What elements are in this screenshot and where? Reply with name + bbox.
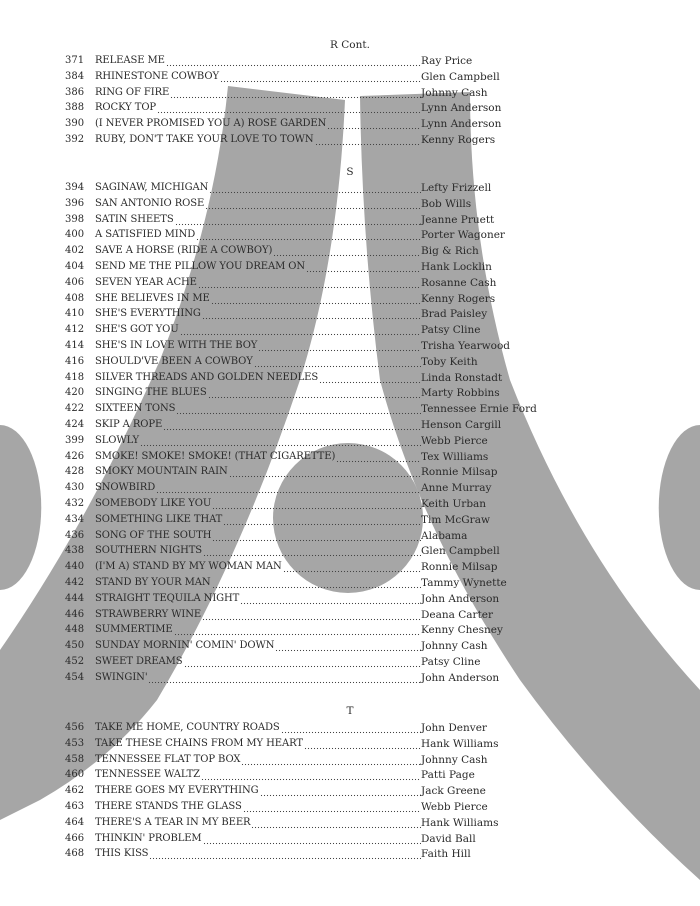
dot-leader — [180, 322, 421, 338]
song-entry — [65, 846, 565, 862]
song-number: 453 — [65, 737, 85, 749]
song-number: 400 — [65, 229, 85, 241]
song-title: SEVEN YEAR ACHE — [95, 276, 197, 288]
dot-leader — [223, 512, 421, 528]
song-number: 430 — [65, 482, 85, 494]
title-leader — [95, 622, 421, 638]
dot-leader — [174, 622, 421, 638]
song-title: SHOULD'VE BEEN A COWBOY — [95, 355, 253, 367]
song-entry — [65, 243, 565, 259]
song-number: 408 — [65, 292, 85, 304]
title-leader — [95, 132, 421, 148]
watermark-left-half-circle — [0, 425, 41, 590]
song-entry — [65, 180, 565, 196]
dot-leader — [203, 543, 421, 559]
title-leader — [95, 275, 421, 291]
title-leader — [95, 370, 421, 386]
song-title: SKIP A ROPE — [95, 419, 163, 430]
song-number: 438 — [65, 545, 85, 557]
song-title: RING OF FIRE — [95, 86, 170, 98]
song-number: 398 — [65, 213, 85, 225]
song-title: SATIN SHEETS — [95, 213, 174, 225]
song-title: SWINGIN' — [95, 671, 148, 683]
dot-leader — [243, 799, 421, 815]
title-leader — [95, 417, 421, 433]
dot-leader — [198, 275, 421, 291]
title-leader — [95, 559, 421, 575]
dot-leader — [241, 752, 421, 768]
song-artist: Webb Pierce — [421, 801, 488, 813]
song-artist: Faith Hill — [421, 848, 471, 861]
title-leader — [95, 306, 421, 322]
song-artist: Hank Williams — [421, 816, 499, 829]
song-entry — [65, 417, 565, 433]
song-number: 371 — [65, 55, 85, 66]
song-entry — [65, 799, 565, 815]
song-title: SLOWLY — [95, 434, 139, 446]
song-artist: Patsy Cline — [421, 656, 481, 668]
title-leader — [95, 720, 421, 736]
title-leader — [95, 670, 421, 686]
title-leader — [95, 196, 421, 212]
song-artist: Glen Campbell — [421, 545, 500, 558]
dot-leader — [196, 227, 421, 243]
song-artist: Linda Ronstadt — [421, 371, 503, 384]
dot-leader — [208, 385, 421, 401]
title-leader — [95, 831, 421, 847]
song-number: 468 — [65, 848, 85, 860]
song-artist: Tex Williams — [421, 450, 489, 463]
dot-leader — [205, 196, 421, 212]
dot-leader — [156, 480, 421, 496]
song-entry — [65, 528, 565, 544]
song-title: SAVE A HORSE (RIDE A COWBOY) — [95, 245, 273, 257]
song-entry — [65, 53, 565, 69]
song-entry — [65, 370, 565, 386]
title-leader — [95, 100, 421, 116]
section-heading: T — [346, 705, 354, 717]
song-number: 418 — [65, 371, 85, 383]
title-leader — [95, 575, 421, 591]
song-entry — [65, 132, 565, 148]
song-entry — [65, 385, 565, 401]
song-number: 384 — [65, 70, 85, 82]
song-entry — [65, 654, 565, 670]
song-entry — [65, 480, 565, 496]
song-artist: John Anderson — [421, 592, 500, 605]
song-title: RUBY, DON'T TAKE YOUR LOVE TO TOWN — [95, 134, 314, 145]
dot-leader — [260, 783, 421, 799]
song-title: RELEASE ME — [95, 55, 165, 66]
song-number: 388 — [65, 102, 85, 114]
title-leader — [95, 591, 421, 607]
song-title: THERE STANDS THE GLASS — [95, 801, 242, 812]
dot-leader — [148, 670, 421, 686]
title-leader — [95, 338, 421, 354]
dot-leader — [202, 306, 421, 322]
dot-leader — [275, 638, 421, 654]
song-entry — [65, 670, 565, 686]
song-number: 424 — [65, 419, 85, 430]
song-title: SHE'S IN LOVE WITH THE BOY — [95, 340, 258, 351]
song-artist: Brad Paisley — [421, 308, 488, 321]
song-title: STRAIGHT TEQUILA NIGHT — [95, 592, 240, 604]
title-leader — [95, 85, 421, 101]
dot-leader — [166, 53, 421, 69]
title-leader — [95, 638, 421, 654]
song-title: STRAWBERRY WINE — [95, 608, 202, 620]
song-number: 386 — [65, 86, 85, 98]
song-entry — [65, 591, 565, 607]
song-entry — [65, 815, 565, 831]
song-artist: Henson Cargill — [421, 419, 502, 431]
song-artist: John Anderson — [421, 671, 500, 684]
title-leader — [95, 815, 421, 831]
song-number: 436 — [65, 529, 85, 541]
dot-leader — [258, 338, 421, 354]
title-leader — [95, 69, 421, 85]
song-entry — [65, 433, 565, 449]
song-title: SILVER THREADS AND GOLDEN NEEDLES — [95, 371, 319, 383]
title-leader — [95, 783, 421, 799]
song-number: 458 — [65, 753, 85, 765]
title-leader — [95, 607, 421, 623]
song-entry — [65, 227, 565, 243]
song-title: TAKE ME HOME, COUNTRY ROADS — [95, 722, 280, 733]
song-number: 463 — [65, 801, 85, 812]
song-artist: Jeanne Pruett — [421, 213, 495, 226]
song-number: 466 — [65, 832, 85, 844]
dot-leader — [212, 528, 421, 544]
title-leader — [95, 480, 421, 496]
song-title: THERE GOES MY EVERYTHING — [95, 785, 259, 797]
song-title: SUNDAY MORNIN' COMIN' DOWN — [95, 640, 275, 652]
song-artist: Bob Wills — [421, 197, 472, 210]
song-title: SHE'S EVERYTHING — [95, 308, 201, 320]
song-artist: Tim McGraw — [421, 513, 490, 526]
song-artist: Tammy Wynette — [421, 577, 507, 589]
song-title: SEND ME THE PILLOW YOU DREAM ON — [95, 261, 306, 272]
song-number: 442 — [65, 577, 85, 588]
title-leader — [95, 449, 421, 465]
song-entry — [65, 275, 565, 291]
song-artist: Ronnie Milsap — [421, 466, 498, 479]
song-entry — [65, 622, 565, 638]
song-entry — [65, 306, 565, 322]
song-title: SWEET DREAMS — [95, 656, 183, 667]
song-entry — [65, 322, 565, 338]
dot-leader — [304, 736, 421, 752]
song-title: THIS KISS — [95, 848, 149, 860]
song-artist: Ray Price — [421, 55, 473, 67]
song-title: (I'M A) STAND BY MY WOMAN MAN — [95, 561, 282, 573]
song-entry — [65, 575, 565, 591]
song-number: 402 — [65, 245, 85, 257]
title-leader — [95, 243, 421, 259]
song-number: 390 — [65, 118, 85, 130]
song-number: 434 — [65, 513, 85, 525]
song-entry — [65, 100, 565, 116]
song-artist: Anne Murray — [421, 482, 492, 495]
song-entry — [65, 767, 565, 783]
song-number: 396 — [65, 197, 85, 209]
song-title: (I NEVER PROMISED YOU A) ROSE GARDEN — [95, 118, 327, 130]
song-artist: Hank Locklin — [421, 261, 492, 273]
dot-leader — [220, 69, 421, 85]
title-leader — [95, 528, 421, 544]
song-artist: Jack Greene — [421, 785, 486, 798]
song-entry — [65, 116, 565, 132]
song-artist: Hank Williams — [421, 737, 499, 750]
song-entry — [65, 69, 565, 85]
song-number: 428 — [65, 466, 85, 478]
song-artist: Big & Rich — [421, 245, 479, 258]
song-entry — [65, 291, 565, 307]
song-entry — [65, 212, 565, 228]
title-leader — [95, 433, 421, 449]
dot-leader — [281, 720, 421, 736]
dot-leader — [306, 259, 421, 275]
song-artist: Kenny Rogers — [421, 134, 496, 146]
song-artist: Patsy Cline — [421, 324, 481, 337]
song-entry — [65, 496, 565, 512]
dot-leader — [184, 654, 421, 670]
song-number: 462 — [65, 785, 85, 797]
title-leader — [95, 116, 421, 132]
title-leader — [95, 654, 421, 670]
dot-leader — [211, 291, 421, 307]
song-number: 446 — [65, 608, 85, 620]
song-number: 450 — [65, 640, 85, 652]
song-entry — [65, 783, 565, 799]
song-number: 394 — [65, 182, 85, 193]
dot-leader — [229, 464, 421, 480]
dot-leader — [273, 243, 421, 259]
song-number: 420 — [65, 387, 85, 399]
song-title: RHINESTONE COWBOY — [95, 70, 219, 82]
song-title: THINKIN' PROBLEM — [95, 832, 202, 844]
song-entry — [65, 449, 565, 465]
title-leader — [95, 401, 421, 417]
song-artist: Keith Urban — [421, 498, 487, 510]
song-number: 454 — [65, 671, 85, 683]
title-leader — [95, 767, 421, 783]
song-number: 422 — [65, 403, 85, 415]
song-entry — [65, 559, 565, 575]
dot-leader — [170, 85, 421, 101]
song-title: SMOKE! SMOKE! SMOKE! (THAT CIGARETTE) — [95, 450, 336, 462]
title-leader — [95, 291, 421, 307]
song-number: 414 — [65, 340, 85, 351]
song-title: STAND BY YOUR MAN — [95, 577, 211, 588]
song-number: 412 — [65, 324, 85, 336]
dot-leader — [283, 559, 421, 575]
title-leader — [95, 180, 421, 196]
song-number: 464 — [65, 816, 85, 828]
dot-leader — [149, 846, 421, 862]
dot-leader — [140, 433, 421, 449]
dot-leader — [202, 607, 421, 623]
dot-leader — [203, 831, 421, 847]
title-leader — [95, 736, 421, 752]
title-leader — [95, 464, 421, 480]
dot-leader — [240, 591, 421, 607]
dot-leader — [176, 401, 421, 417]
section-heading: R Cont. — [330, 39, 370, 51]
song-entry — [65, 720, 565, 736]
song-artist: David Ball — [421, 832, 476, 845]
song-artist: Lynn Anderson — [421, 118, 502, 131]
song-artist: John Denver — [421, 722, 487, 734]
dot-leader — [175, 212, 421, 228]
song-number: 456 — [65, 722, 85, 733]
song-title: SOUTHERN NIGHTS — [95, 545, 203, 557]
song-title: TAKE THESE CHAINS FROM MY HEART — [95, 737, 303, 749]
song-number: 399 — [65, 434, 85, 446]
song-artist: Alabama — [421, 529, 468, 542]
song-title: SHE BELIEVES IN ME — [95, 292, 210, 304]
song-artist: Lefty Frizzell — [421, 182, 492, 194]
song-title: THERE'S A TEAR IN MY BEER — [95, 816, 251, 828]
song-title: ROCKY TOP — [95, 102, 157, 114]
song-artist: Trisha Yearwood — [421, 340, 510, 352]
song-number: 392 — [65, 134, 85, 145]
song-number: 426 — [65, 450, 85, 462]
song-number: 432 — [65, 498, 85, 509]
song-title: SONG OF THE SOUTH — [95, 529, 212, 541]
song-title: SAN ANTONIO ROSE — [95, 197, 205, 209]
song-artist: Glen Campbell — [421, 70, 500, 83]
song-artist: Patti Page — [421, 769, 475, 782]
song-artist: Webb Pierce — [421, 434, 488, 447]
song-number: 460 — [65, 769, 85, 781]
song-entry — [65, 85, 565, 101]
song-artist: Porter Wagoner — [421, 229, 505, 242]
song-artist: Johnny Cash — [421, 640, 488, 653]
dot-leader — [254, 354, 421, 370]
title-leader — [95, 259, 421, 275]
song-artist: Johnny Cash — [421, 753, 488, 766]
title-leader — [95, 846, 421, 862]
song-title: SOMETHING LIKE THAT — [95, 513, 223, 525]
song-number: 448 — [65, 624, 85, 636]
song-title: A SATISFIED MIND — [95, 229, 196, 241]
dot-leader — [212, 496, 421, 512]
song-entry — [65, 259, 565, 275]
title-leader — [95, 543, 421, 559]
dot-leader — [251, 815, 421, 831]
title-leader — [95, 322, 421, 338]
dot-leader — [157, 100, 421, 116]
song-title: TENNESSEE FLAT TOP BOX — [95, 753, 241, 765]
song-artist: Johnny Cash — [421, 86, 488, 99]
song-number: 452 — [65, 656, 85, 667]
title-leader — [95, 385, 421, 401]
song-number: 406 — [65, 276, 85, 288]
title-leader — [95, 752, 421, 768]
song-entry — [65, 338, 565, 354]
title-leader — [95, 227, 421, 243]
song-title: SOMEBODY LIKE YOU — [95, 498, 212, 509]
dot-leader — [201, 767, 421, 783]
song-entry — [65, 607, 565, 623]
title-leader — [95, 496, 421, 512]
song-entry — [65, 401, 565, 417]
song-entry — [65, 196, 565, 212]
song-artist: Ronnie Milsap — [421, 561, 498, 574]
dot-leader — [336, 449, 421, 465]
song-title: SHE'S GOT YOU — [95, 324, 179, 336]
dot-leader — [315, 132, 422, 148]
dot-leader — [319, 370, 421, 386]
song-artist: Toby Keith — [421, 355, 478, 368]
dot-leader — [212, 575, 421, 591]
song-artist: Rosanne Cash — [421, 276, 497, 289]
song-title: SNOWBIRD — [95, 482, 156, 494]
song-entry — [65, 831, 565, 847]
song-number: 410 — [65, 308, 85, 320]
song-artist: Lynn Anderson — [421, 102, 502, 115]
song-entry — [65, 512, 565, 528]
song-title: SUMMERTIME — [95, 624, 173, 636]
song-entry — [65, 354, 565, 370]
watermark-right-half-circle — [659, 425, 700, 590]
song-entry — [65, 464, 565, 480]
title-leader — [95, 53, 421, 69]
song-number: 416 — [65, 355, 85, 367]
dot-leader — [163, 417, 421, 433]
song-artist: Deana Carter — [421, 608, 494, 621]
song-number: 404 — [65, 261, 85, 272]
song-entry — [65, 638, 565, 654]
song-title: SMOKY MOUNTAIN RAIN — [95, 466, 228, 478]
song-artist: Kenny Chesney — [421, 624, 503, 637]
title-leader — [95, 512, 421, 528]
song-number: 440 — [65, 561, 85, 573]
song-title: SAGINAW, MICHIGAN — [95, 182, 209, 193]
dot-leader — [209, 180, 421, 196]
song-artist: Kenny Rogers — [421, 292, 496, 305]
song-entry — [65, 543, 565, 559]
song-title: SIXTEEN TONS — [95, 403, 176, 415]
title-leader — [95, 354, 421, 370]
section-heading: S — [346, 166, 354, 178]
song-entry — [65, 752, 565, 768]
song-entry — [65, 736, 565, 752]
song-artist: Tennessee Ernie Ford — [421, 403, 537, 416]
song-title: TENNESSEE WALTZ — [95, 769, 201, 781]
title-leader — [95, 212, 421, 228]
song-number: 444 — [65, 592, 85, 604]
song-artist: Marty Robbins — [421, 387, 500, 400]
dot-leader — [327, 116, 421, 132]
title-leader — [95, 799, 421, 815]
song-title: SINGING THE BLUES — [95, 387, 207, 399]
